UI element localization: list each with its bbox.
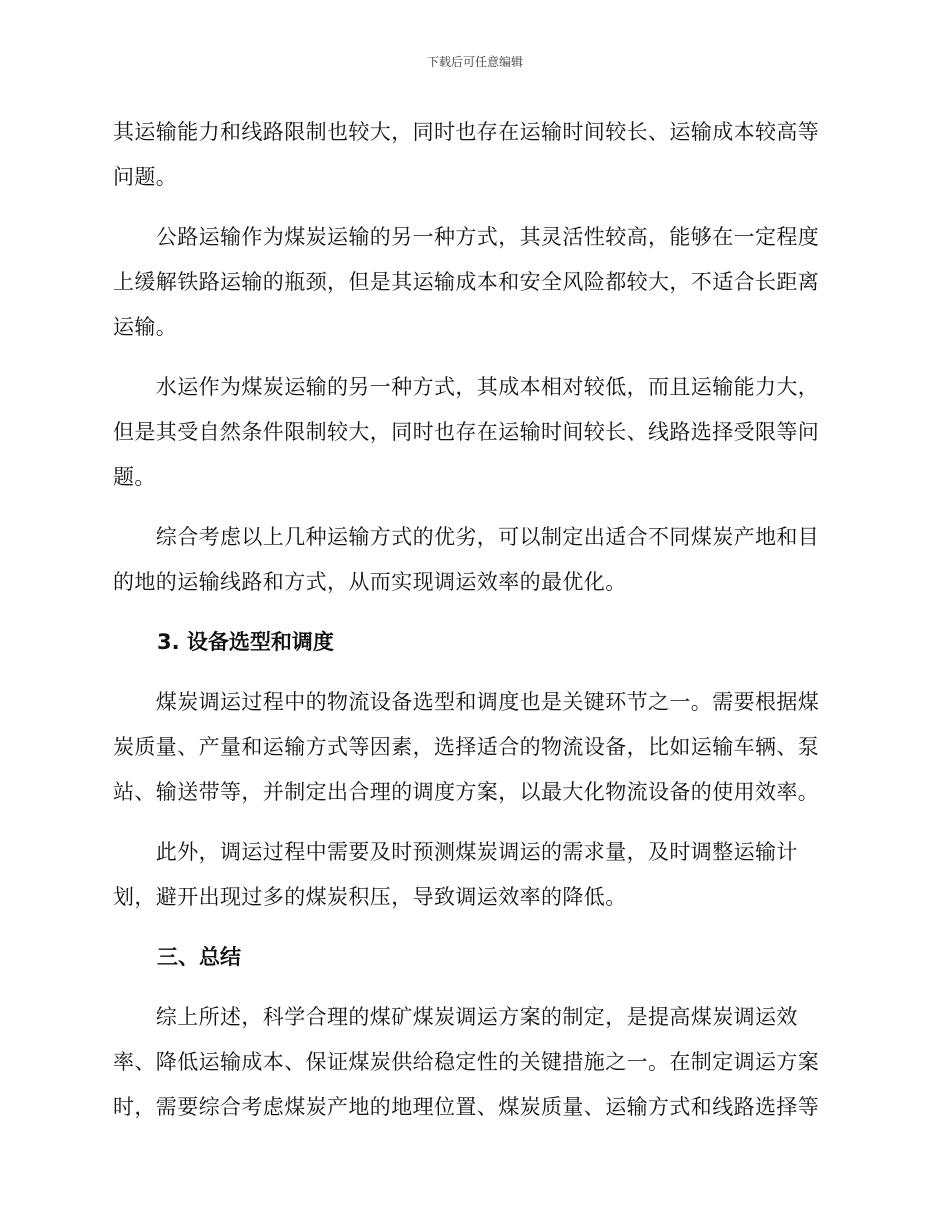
text-line: 问题。 [113,165,178,189]
text-line: 煤炭调运过程中的物流设备选型和调度也是关键环节之一。需要根据煤 [113,690,820,714]
paragraph [113,365,833,500]
text-line: 水运作为煤炭运输的另一种方式，其成本相对较低，而且运输能力大， [113,375,820,399]
paragraph [113,995,833,1130]
page-header: 下载后可任意编辑 [426,55,523,69]
text-line: 公路运输作为煤炭运输的另一种方式，其灵活性较高，能够在一定程度 [113,225,820,249]
paragraph [113,830,833,920]
text-line: 上缓解铁路运输的瓶颈，但是其运输成本和安全风险都较大，不适合长距离 [113,270,820,294]
paragraph [113,680,833,815]
text-line: 运输。 [113,315,178,339]
text-line: 划，避开出现过多的煤炭积压，导致调运效率的降低。 [113,885,627,909]
text-line: 综合考虑以上几种运输方式的优劣，可以制定出适合不同煤炭产地和目 [113,525,820,549]
section-heading: 3. 设备选型和调度 [157,630,334,654]
section-heading: 三、总结 [157,945,241,969]
text-line: 此外，调运过程中需要及时预测煤炭调运的需求量，及时调整运输计 [113,840,798,864]
text-line: 综上所述，科学合理的煤矿煤炭调运方案的制定，是提高煤炭调运效 [113,1005,798,1029]
text-line: 站、输送带等，并制定出合理的调度方案，以最大化物流设备的使用效率。 [113,780,820,804]
paragraph [113,215,833,350]
text-line: 时，需要综合考虑煤炭产地的地理位置、煤炭质量、运输方式和线路选择等 [113,1095,820,1119]
document-body [113,110,833,1145]
paragraph [113,515,833,605]
text-line: 炭质量、产量和运输方式等因素，选择适合的物流设备，比如运输车辆、泵 [113,735,820,759]
text-line: 的地的运输线路和方式，从而实现调运效率的最优化。 [113,570,627,594]
text-line: 其运输能力和线路限制也较大，同时也存在运输时间较长、运输成本较高等 [113,120,820,144]
text-line: 题。 [113,465,156,489]
text-line: 但是其受自然条件限制较大，同时也存在运输时间较长、线路选择受限等问 [113,420,820,444]
paragraph [113,110,833,200]
text-line: 率、降低运输成本、保证煤炭供给稳定性的关键措施之一。在制定调运方案 [113,1050,820,1074]
